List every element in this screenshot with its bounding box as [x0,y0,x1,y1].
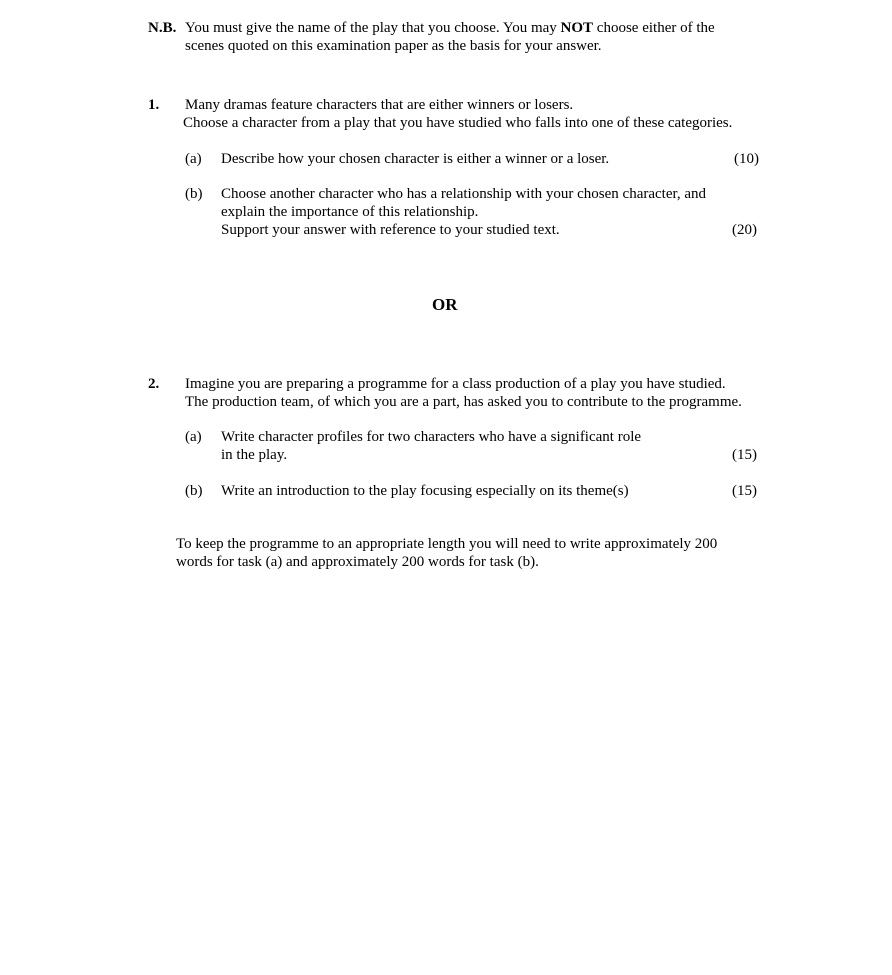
question-2a-line-1: Write character profiles for two characters who have a significant role [221,429,642,445]
question-2a-line-2: in the play. [221,447,288,463]
question-1b-line-1: Choose another character who has a relationship with your chosen character, and [221,186,707,202]
question-1b-label: (b) [185,186,203,202]
or-separator: OR [432,295,458,314]
question-1-intro-2: Choose a character from a play that you have studied who falls into one of these categories. [183,115,733,131]
nb-line-1-pre: You must give the name of the play that you choose. You may [185,20,561,36]
question-2a-label: (a) [185,429,202,445]
question-1-number: 1. [148,97,160,113]
question-2b-text: Write an introduction to the play focusing especially on its theme(s) [221,483,629,499]
question-2-intro-1: Imagine you are preparing a programme for a class production of a play you have studied. [185,376,726,392]
question-1a-text: Describe how your chosen character is either a winner or a loser. [221,151,610,167]
question-2a-marks: (15) [732,447,757,463]
nb-emphasis: NOT [560,20,594,36]
question-2-intro-2: The production team, of which you are a part, has asked you to contribute to the programme. [185,394,742,410]
question-1a-label: (a) [185,151,202,167]
question-1-intro-1: Many dramas feature characters that are either winners or losers. [185,97,574,113]
question-2b-label: (b) [185,483,203,499]
nb-line-2: scenes quoted on this examination paper as the basis for your answer. [185,38,602,54]
question-2-note-2: words for task (a) and approximately 200 words for task (b). [176,554,539,570]
question-1b-line-3: Support your answer with reference to your studied text. [221,222,560,238]
question-2-note-1: To keep the programme to an appropriate length you will need to write approximately 200 [176,536,718,552]
nb-line-1-post: choose either of the [593,20,715,36]
question-1b-marks: (20) [732,222,757,238]
question-2-number: 2. [148,376,160,392]
question-1a-marks: (10) [734,151,759,167]
question-1b-line-2: explain the importance of this relationship. [221,204,479,220]
question-2b-marks: (15) [732,483,757,499]
nb-label: N.B. [148,20,177,36]
nb-line-1 [185,19,715,37]
